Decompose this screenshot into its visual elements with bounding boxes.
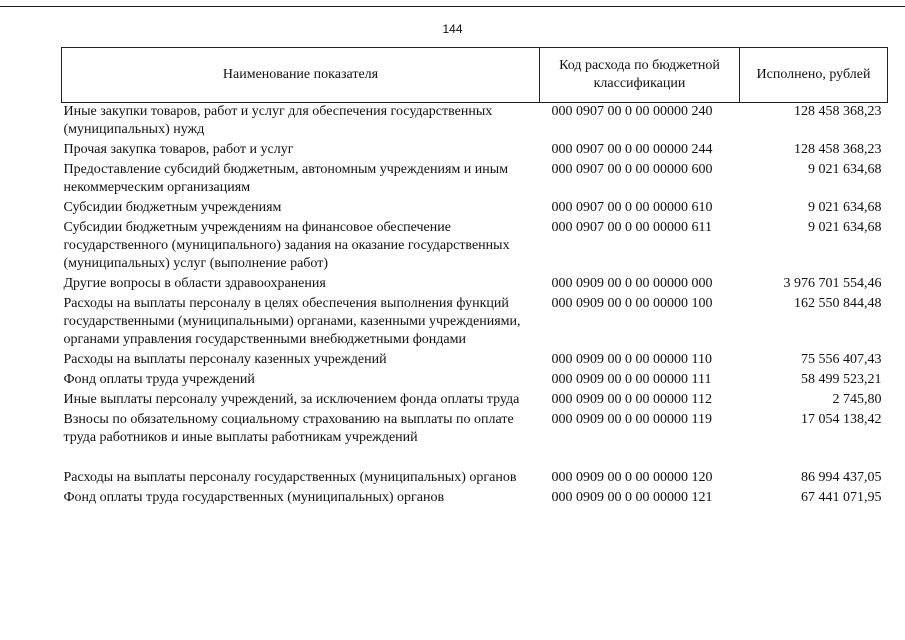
table-row bbox=[62, 161, 888, 199]
row-amount: 9 021 634,68 bbox=[808, 220, 882, 235]
row-amount: 128 458 368,23 bbox=[794, 104, 882, 119]
row-amount: 75 556 407,43 bbox=[801, 352, 882, 367]
table-row bbox=[62, 103, 888, 142]
table-row bbox=[62, 469, 888, 489]
header-amount: Исполнено, рублей bbox=[740, 48, 888, 103]
row-name: Субсидии бюджетным учреждениям на финансовое обеспечение государственного (муниципального) задания на оказание государственных (муниципальных) услуг (выполнение работ) bbox=[63, 220, 510, 271]
budget-table bbox=[61, 47, 888, 509]
row-name: Прочая закупка товаров, работ и услуг bbox=[63, 142, 294, 157]
table-row bbox=[62, 489, 888, 509]
row-name: Субсидии бюджетным учреждениям bbox=[63, 200, 282, 215]
table-row bbox=[62, 391, 888, 411]
row-amount: 9 021 634,68 bbox=[808, 200, 882, 215]
row-name: Другие вопросы в области здравоохранения bbox=[63, 276, 326, 291]
row-name: Предоставление субсидий бюджетным, автономным учреждениям и иным некоммерческим организациям bbox=[63, 162, 509, 195]
row-code: 000 0907 00 0 00 00000 611 bbox=[551, 220, 712, 235]
row-code: 000 0907 00 0 00 00000 600 bbox=[551, 162, 713, 177]
row-name: Расходы на выплаты персоналу государственных (муниципальных) органов bbox=[63, 470, 517, 485]
row-amount: 17 054 138,42 bbox=[801, 412, 882, 427]
row-name: Фонд оплаты труда государственных (муниципальных) органов bbox=[63, 490, 445, 505]
top-rule bbox=[0, 6, 905, 7]
row-amount: 86 994 437,05 bbox=[801, 470, 882, 485]
header-name: Наименование показателя bbox=[62, 48, 540, 103]
table-row bbox=[62, 411, 888, 469]
table-row bbox=[62, 219, 888, 275]
row-name: Иные закупки товаров, работ и услуг для обеспечения государственных (муниципальных) нужд bbox=[63, 104, 493, 137]
row-code: 000 0909 00 0 00 00000 100 bbox=[551, 296, 713, 311]
table-row bbox=[62, 295, 888, 351]
row-code: 000 0907 00 0 00 00000 244 bbox=[551, 142, 713, 157]
row-code: 000 0909 00 0 00 00000 119 bbox=[551, 412, 712, 427]
row-code: 000 0907 00 0 00 00000 240 bbox=[551, 104, 713, 119]
table-row bbox=[62, 351, 888, 371]
row-amount: 162 550 844,48 bbox=[794, 296, 882, 311]
row-code: 000 0909 00 0 00 00000 120 bbox=[551, 470, 713, 485]
header-code: Код расхода по бюджетной классификации bbox=[540, 48, 740, 103]
row-code: 000 0909 00 0 00 00000 121 bbox=[551, 490, 713, 505]
row-name: Расходы на выплаты персоналу казенных учреждений bbox=[63, 352, 387, 367]
row-name: Фонд оплаты труда учреждений bbox=[63, 372, 255, 387]
table-row bbox=[62, 141, 888, 161]
row-amount: 58 499 523,21 bbox=[801, 372, 882, 387]
row-code: 000 0909 00 0 00 00000 110 bbox=[551, 352, 712, 367]
row-amount: 3 976 701 554,46 bbox=[783, 276, 882, 291]
row-amount: 2 745,80 bbox=[832, 392, 882, 407]
row-name: Взносы по обязательному социальному страхованию на выплаты по оплате труда работников и иные выплаты работникам учреждений bbox=[63, 412, 514, 445]
page-number: 144 bbox=[442, 22, 463, 36]
row-amount: 67 441 071,95 bbox=[801, 490, 882, 505]
row-code: 000 0907 00 0 00 00000 610 bbox=[551, 200, 713, 215]
table-row bbox=[62, 371, 888, 391]
row-code: 000 0909 00 0 00 00000 000 bbox=[551, 276, 713, 291]
row-amount: 128 458 368,23 bbox=[794, 142, 882, 157]
table-row bbox=[62, 199, 888, 219]
row-code: 000 0909 00 0 00 00000 112 bbox=[551, 392, 712, 407]
row-amount: 9 021 634,68 bbox=[808, 162, 882, 177]
table-row bbox=[62, 275, 888, 295]
row-name: Расходы на выплаты персоналу в целях обеспечения выполнения функций государственными (муниципальными) органами, казенными учреждениями, органами управления государственными внебюджетными фондами bbox=[63, 296, 521, 347]
row-code: 000 0909 00 0 00 00000 111 bbox=[551, 372, 712, 387]
table-header-row bbox=[62, 48, 888, 103]
row-name: Иные выплаты персоналу учреждений, за исключением фонда оплаты труда bbox=[63, 392, 520, 407]
